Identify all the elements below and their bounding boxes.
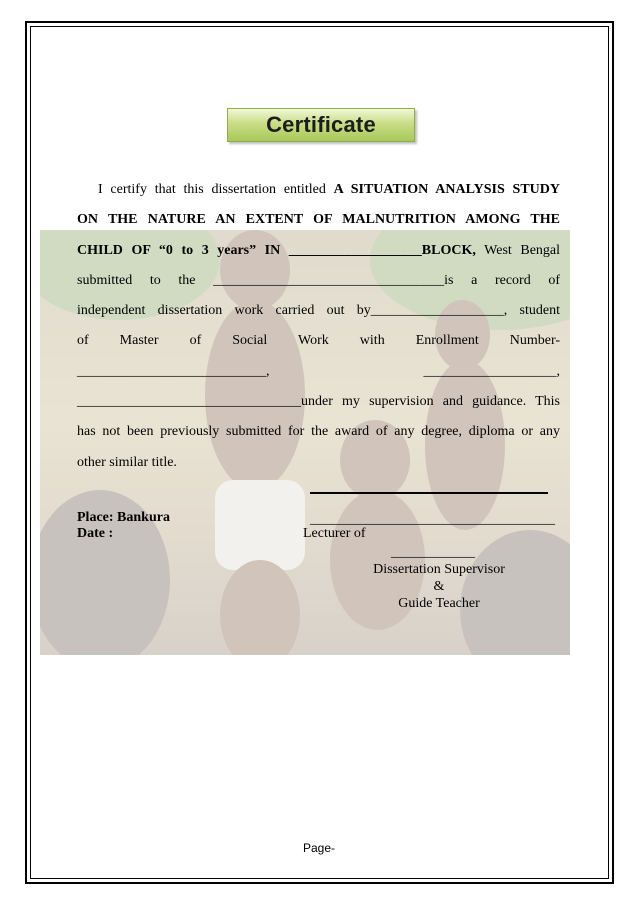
signature-line — [310, 492, 548, 494]
body-line-2: ON THE NATURE AN EXTENT OF MALNUTRITION AMONG THE — [77, 212, 560, 228]
place-label: Place: Bankura — [77, 510, 170, 525]
lecturer-label: Lecturer of — [303, 526, 366, 541]
ampersand: & — [433, 579, 445, 594]
body-line-9: has not been previously submitted for the award of any degree, diploma or any — [77, 424, 560, 440]
certificate-body — [77, 175, 560, 478]
place-date-block — [77, 510, 170, 542]
supervisor-label: Dissertation Supervisor — [373, 562, 505, 577]
body-line-10: other similar title. — [77, 454, 177, 470]
certificate-title: Certificate — [266, 112, 376, 137]
body-line-4: submitted to the _________________________________is a record of — [77, 272, 560, 288]
body-line-5: independent dissertation work carried out by___________________, student — [77, 303, 560, 319]
signature-underline: ___________________________________ — [310, 512, 555, 527]
body-line-1: I certify that this dissertation entitled A SITUATION ANALYSIS STUDY — [98, 182, 560, 197]
body-line-7: ___________________________, ___________________, — [77, 363, 560, 379]
page-number-footer: Page- — [302, 841, 336, 855]
certificate-title-badge — [227, 108, 415, 142]
signature-block — [303, 525, 563, 612]
body-line-3: CHILD OF “0 to 3 years” IN ___________________BLOCK, West Bengal — [77, 242, 561, 258]
body-line-8: ________________________________under my supervision and guidance. This — [77, 394, 560, 410]
body-line-6: of Master of Social Work with Enrollment Number- — [77, 333, 560, 349]
short-line: ____________ — [391, 545, 475, 560]
guide-teacher-label: Guide Teacher — [398, 596, 480, 611]
date-label: Date : — [77, 526, 114, 541]
